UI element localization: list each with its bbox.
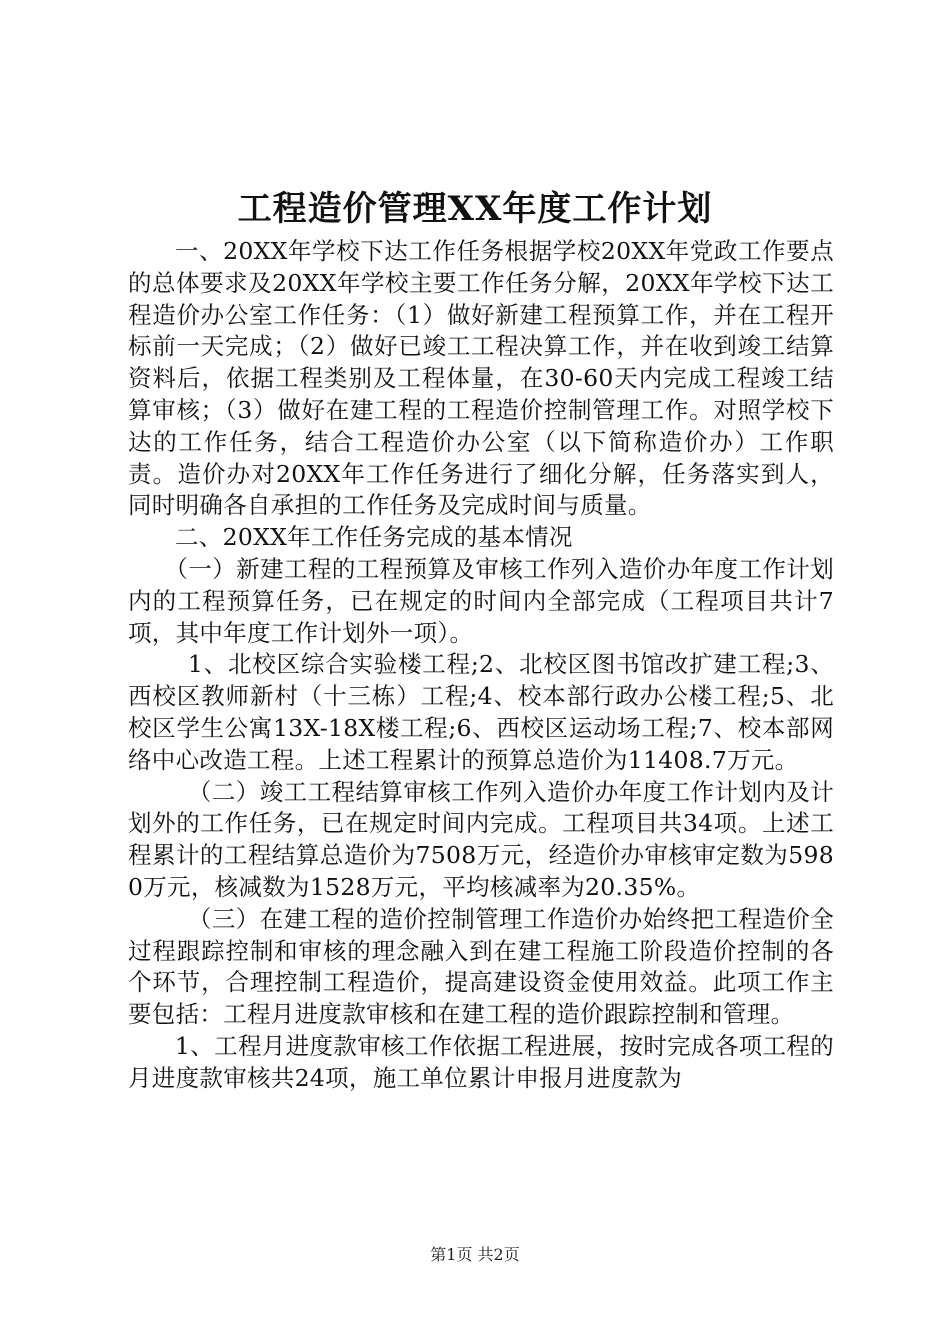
document-title: 工程造价管理XX年度工作计划 bbox=[237, 189, 713, 229]
paragraph-subsection-2: （二）竣工工程结算审核工作列入造价办年度工作计划内及计划外的工作任务，已在规定时间内完成。工程项目共34项。上述工程累计的工程结算总造价为7508万元，经造价办审核审定数为5980万元，核减数为1528万元，平均核减率为20.35%。 bbox=[128, 777, 834, 901]
document-body bbox=[128, 236, 834, 1095]
paragraph-project-list: 1、北校区综合实验楼工程;2、北校区图书馆改扩建工程;3、西校区教师新村（十三栋）工程;4、校本部行政办公楼工程;5、北校区学生公寓13X-18X楼工程;6、西校区运动场工程;7、校本部网络中心改造工程。上述工程累计的预算总造价为11408.7万元。 bbox=[128, 650, 834, 774]
paragraph-section-1: 一、20XX年学校下达工作任务根据学校20XX年党政工作要点的总体要求及20XX年学校主要工作任务分解，20XX年学校下达工程造价办公室工作任务：（1）做好新建工程预算工作，并在工程开标前一天完成；（2）做好已竣工工程决算工作，并在收到竣工结算资料后，依据工程类别及工程体量，在30-60天内完成工程竣工结算审核；（3）做好在建工程的工程造价控制管理工作。对照学校下达的工作任务，结合工程造价办公室（以下简称造价办）工作职责。造价办对20XX年工作任务进行了细化分解，任务落实到人，同时明确各自承担的工作任务及完成时间与质量。 bbox=[128, 237, 834, 520]
paragraph-section-2-heading: 二、20XX年工作任务完成的基本情况 bbox=[175, 523, 573, 552]
paragraph-subsection-1: （一）新建工程的工程预算及审核工作列入造价办年度工作计划内的工程预算任务，已在规定的时间内全部完成（工程项目共计7项，其中年度工作计划外一项）。 bbox=[128, 554, 834, 647]
paragraph-subsection-3: （三）在建工程的造价控制管理工作造价办始终把工程造价全过程跟踪控制和审核的理念融入到在建工程施工阶段造价控制的各个环节，合理控制工程造价，提高建设资金使用效益。此项工作主要包括：工程月进度款审核和在建工程的造价跟踪控制和管理。 bbox=[128, 904, 834, 1029]
page-footer: 第1页 共2页 bbox=[430, 1245, 520, 1264]
paragraph-item-1: 1、工程月进度款审核工作依据工程进展，按时完成各项工程的月进度款审核共24项，施工单位累计申报月进度款为 bbox=[128, 1031, 834, 1092]
